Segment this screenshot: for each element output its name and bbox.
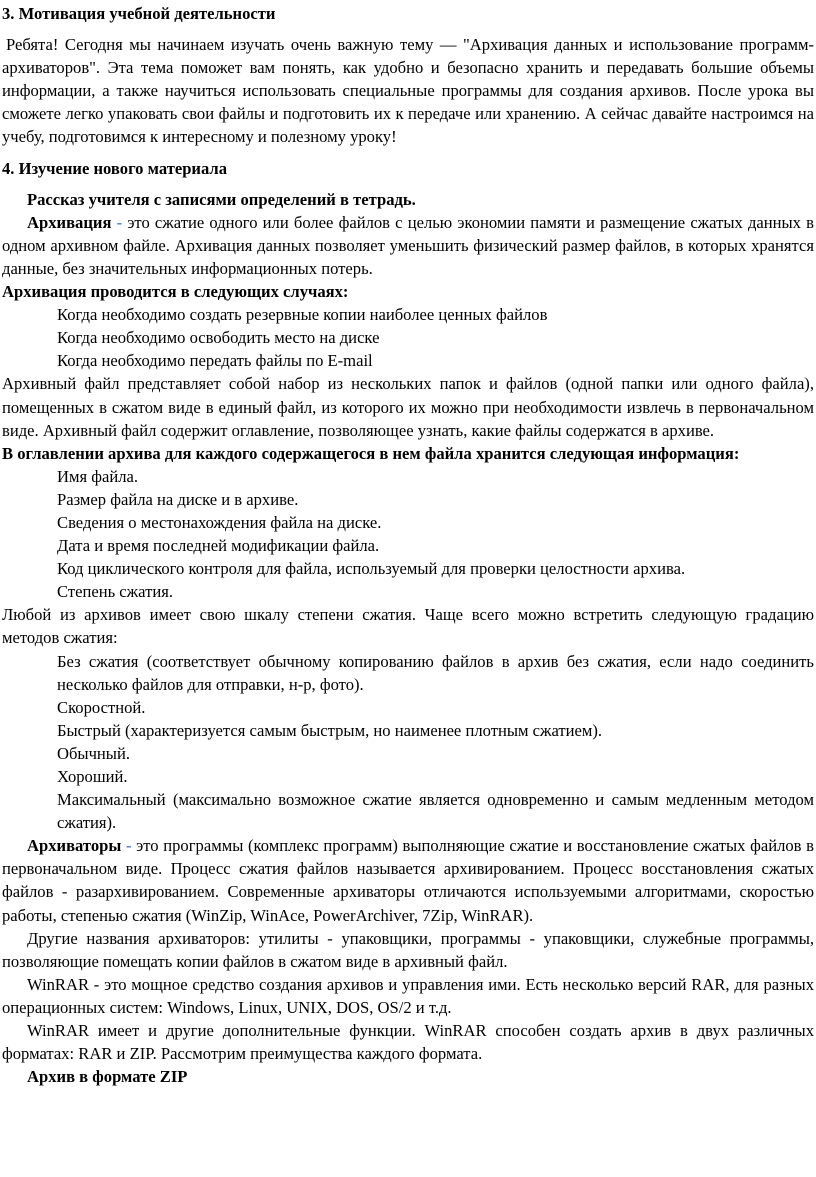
list-item: Код циклического контроля для файла, используемый для проверки целостности архива. [57,559,686,579]
section-4-heading: 4. Изучение нового материала [2,158,228,178]
compression-levels-list [2,650,814,835]
list-item: Размер файла на диске и в архиве. [57,489,299,509]
toc-heading: В оглавлении архива для каждого содержащегося в нем файла хранится следующая информация: [2,443,740,463]
toc-list [2,465,814,604]
list-item: Обычный. [57,743,130,763]
list-item: Имя файла. [57,466,139,486]
list-item: Быстрый (характеризуется самым быстрым, но наименее плотным сжатием). [57,720,603,740]
section-3-heading: 3. Мотивация учебной деятельности [2,4,276,23]
list-item: Дата и время последней модификации файла. [57,536,380,556]
winrar-intro-paragraph: WinRAR - это мощное средство создания архивов и управления ими. Есть несколько версий RAR, для разных операционных систем: Windows, Linux, UNIX, DOS, OS/2 и т.д. [2,974,814,1017]
archiving-term: Архивация [27,212,112,232]
winrar-functions-paragraph: WinRAR имеет и другие дополнительные функции. WinRAR способен создать архив в двух различных форматах: RAR и ZIP. Рассмотрим преимущества каждого формата. [2,1021,814,1064]
archivers-definition-text: это программы (комплекс программ) выполняющие сжатие и восстановление сжатых файлов в первоначальном виде. Процесс сжатия файлов называется архивированием. Процесс восстановления сжатых файлов - разархивированием. Современные архиваторы отличаются используемыми алгоритмами, скоростью работы, степенью сжатия (WinZip, WinAce, PowerArchiver, 7Zip, WinRAR). [2,836,814,925]
archiving-dash: - [116,212,123,232]
archiving-definition-text: это сжатие одного или более файлов с целью экономии памяти и размещение сжатых данных в одном архивном файле. Архивация данных позволяет уменьшить физический размер файлов, в которых хранятся данные, без значительных информационных потерь. [2,212,814,278]
other-names-paragraph: Другие названия архиваторов: утилиты - упаковщики, программы - упаковщики, служебные программы, позволяющие помещать копии файлов в сжатом виде в архивный файл. [2,928,814,971]
list-item: Скоростной. [57,697,146,717]
cases-list [2,303,814,372]
compression-intro-paragraph: Любой из архивов имеет свою шкалу степени сжатия. Чаще всего можно встретить следующую градацию методов сжатия: [2,605,814,648]
list-item: Хороший. [57,767,128,786]
list-item: Сведения о местонахождения файла на диске. [57,512,382,532]
archivers-term: Архиваторы [27,836,122,856]
archivers-dash: - [125,836,132,856]
archiving-definition-paragraph [2,211,814,280]
list-item: Когда необходимо передать файлы по E-mail [57,351,373,371]
motivation-paragraph: Ребята! Сегодня мы начинаем изучать очень важную тему — "Архивация данных и использование программ-архиваторов". Эта тема поможет вам понять, как удобно и безопасно хранить и передавать большие объемы информации, а также научиться использовать специальные программы для создания архивов. После урока вы сможете легко упаковать свои файлы и подготовить их к передаче или хранению. А сейчас давайте настроимся на учебу, подготовимся к интересному и полезному уроку! [2,35,814,147]
list-item: Без сжатия (соответствует обычному копированию файлов в архив без сжатия, если надо соединить несколько файлов для отправки, н-р, фото). [57,651,814,694]
archive-file-paragraph: Архивный файл представляет собой набор из нескольких папок и файлов (одной папки или одного файла), помещенных в сжатом виде в единый файл, из которого их можно при необходимости извлечь в первоначальном виде. Архивный файл содержит оглавление, позволяющее узнать, какие файлы содержатся в архиве. [2,374,814,440]
teacher-story-subheading: Рассказ учителя с записями определений в тетрадь. [27,189,416,209]
list-item: Когда необходимо создать резервные копии наиболее ценных файлов [57,305,548,325]
cases-heading: Архивация проводится в следующих случаях: [2,282,349,302]
zip-heading: Архив в формате ZIP [27,1067,188,1087]
list-item: Максимальный (максимально возможное сжатие является одновременно и самым медленным методом сжатия). [57,790,814,833]
archivers-definition-paragraph [2,834,814,926]
list-item: Когда необходимо освободить место на диске [57,328,380,348]
list-item: Степень сжатия. [57,582,173,602]
